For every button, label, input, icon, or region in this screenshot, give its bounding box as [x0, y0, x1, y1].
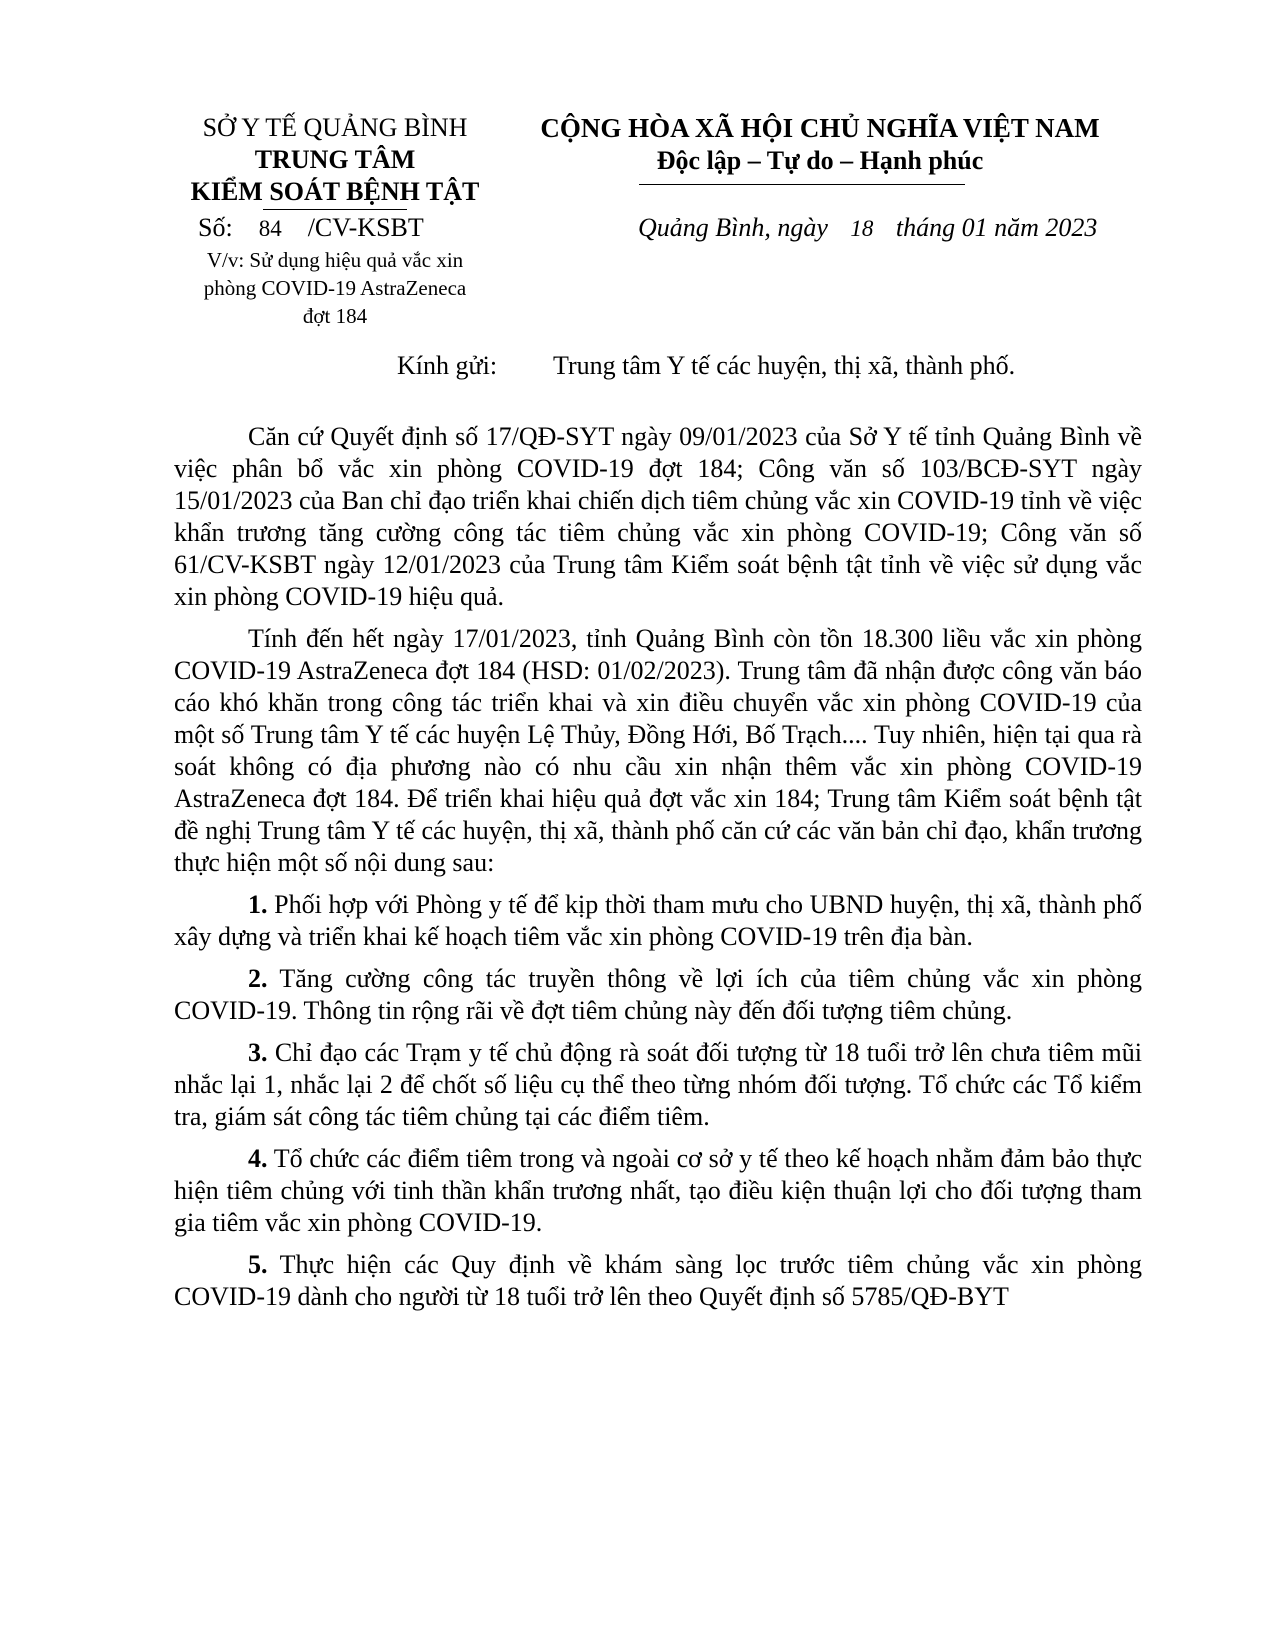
document-number	[198, 213, 424, 244]
date-day: 18	[850, 216, 874, 241]
item-text: Thực hiện các Quy định về khám sàng lọc trước tiêm chủng vắc xin phòng COVID-19 dành cho người từ 18 tuổi trở lên theo Quyết định số 5785/QĐ-BYT	[174, 1250, 1142, 1311]
issuing-agency	[170, 112, 500, 208]
agency-name-line2: KIỂM SOÁT BỆNH TẬT	[190, 177, 480, 206]
document-body	[174, 421, 1142, 1323]
item-text: Chỉ đạo các Trạm y tế chủ động rà soát đối tượng từ 18 tuổi trở lên chưa tiêm mũi nhắc lại 1, nhắc lại 2 để chốt số liệu cụ thể theo từng nhóm đối tượng. Tổ chức các Tổ kiểm tra, giám sát công tác tiêm chủng tại các điểm tiêm.	[174, 1038, 1142, 1131]
list-item	[174, 1037, 1142, 1133]
subject-line: đợt 184	[302, 304, 368, 328]
recipient-line	[397, 350, 1015, 382]
list-item	[174, 889, 1142, 953]
doc-number-suffix: /CV-KSBT	[307, 213, 424, 242]
item-text: Phối hợp với Phòng y tế để kịp thời tham mưu cho UBND huyện, thị xã, thành phố xây dựng và triển khai kế hoạch tiêm vắc xin phòng COVID-19 trên địa bàn.	[174, 890, 1142, 951]
item-text: Tổ chức các điểm tiêm trong và ngoài cơ sở y tế theo kế hoạch nhằm đảm bảo thực hiện tiêm chủng với tinh thần khẩn trương nhất, tạo điều kiện thuận lợi cho đối tượng tham gia tiêm vắc xin phòng COVID-19.	[174, 1144, 1142, 1237]
item-number: 2.	[248, 964, 268, 993]
agency-name-line1: TRUNG TÂM	[254, 145, 416, 174]
document-date	[638, 213, 1097, 244]
recipient-label: Kính gửi:	[397, 351, 498, 380]
date-prefix: Quảng Bình, ngày	[638, 213, 828, 242]
list-item	[174, 963, 1142, 1027]
body-paragraph: Căn cứ Quyết định số 17/QĐ-SYT ngày 09/01/2023 của Sở Y tế tỉnh Quảng Bình về việc phân bổ vắc xin phòng COVID-19 đợt 184; Công văn số 103/BCĐ-SYT ngày 15/01/2023 của Ban chỉ đạo triển khai chiến dịch tiêm chủng vắc xin COVID-19 tỉnh về việc khẩn trương tăng cường công tác tiêm chủng vắc xin phòng COVID-19; Công văn số 61/CV-KSBT ngày 12/01/2023 của Trung tâm Kiểm soát bệnh tật tỉnh về việc sử dụng vắc xin phòng COVID-19 hiệu quả.	[174, 422, 1142, 611]
item-text: Tăng cường công tác truyền thông về lợi ích của tiêm chủng vắc xin phòng COVID-19. Thông tin rộng rãi về đợt tiêm chủng này đến đối tượng tiêm chủng.	[174, 964, 1142, 1025]
nation-title: CỘNG HÒA XÃ HỘI CHỦ NGHĨA VIỆT NAM	[540, 113, 1100, 143]
national-motto: Độc lập – Tự do – Hạnh phúc	[656, 146, 984, 175]
date-suffix: tháng 01 năm 2023	[895, 213, 1098, 242]
list-item	[174, 1143, 1142, 1239]
item-number: 5.	[248, 1250, 268, 1279]
body-paragraph: Tính đến hết ngày 17/01/2023, tỉnh Quảng Bình còn tồn 18.300 liều vắc xin phòng COVID-19 AstraZeneca đợt 184 (HSD: 01/02/2023). Trung tâm đã nhận được công văn báo cáo khó khăn trong công tác triển khai và xin điều chuyển vắc xin phòng COVID-19 của một số Trung tâm Y tế các huyện Lệ Thủy, Đồng Hới, Bố Trạch.... Tuy nhiên, hiện tại qua rà soát không có địa phương nào có nhu cầu xin nhận thêm vắc xin phòng COVID-19 AstraZeneca đợt 184. Để triển khai hiệu quả đợt vắc xin 184; Trung tâm Kiểm soát bệnh tật đề nghị Trung tâm Y tế các huyện, thị xã, thành phố căn cứ các văn bản chỉ đạo, khẩn trương thực hiện một số nội dung sau:	[174, 624, 1142, 877]
item-number: 3.	[248, 1038, 268, 1067]
item-number: 4.	[248, 1144, 268, 1173]
doc-number-prefix: Số:	[198, 213, 233, 242]
subject-line: phòng COVID-19 AstraZeneca	[203, 276, 467, 300]
item-number: 1.	[248, 890, 268, 919]
agency-underline	[263, 209, 407, 210]
agency-parent: SỞ Y TẾ QUẢNG BÌNH	[202, 113, 468, 142]
doc-number-value: 84	[258, 216, 282, 241]
motto-underline	[639, 184, 965, 185]
list-item	[174, 1249, 1142, 1313]
national-header	[500, 112, 1140, 177]
document-subject	[165, 246, 505, 330]
subject-line: V/v: Sử dụng hiệu quả vắc xin	[206, 248, 464, 272]
recipient-name: Trung tâm Y tế các huyện, thị xã, thành phố.	[553, 351, 1016, 380]
